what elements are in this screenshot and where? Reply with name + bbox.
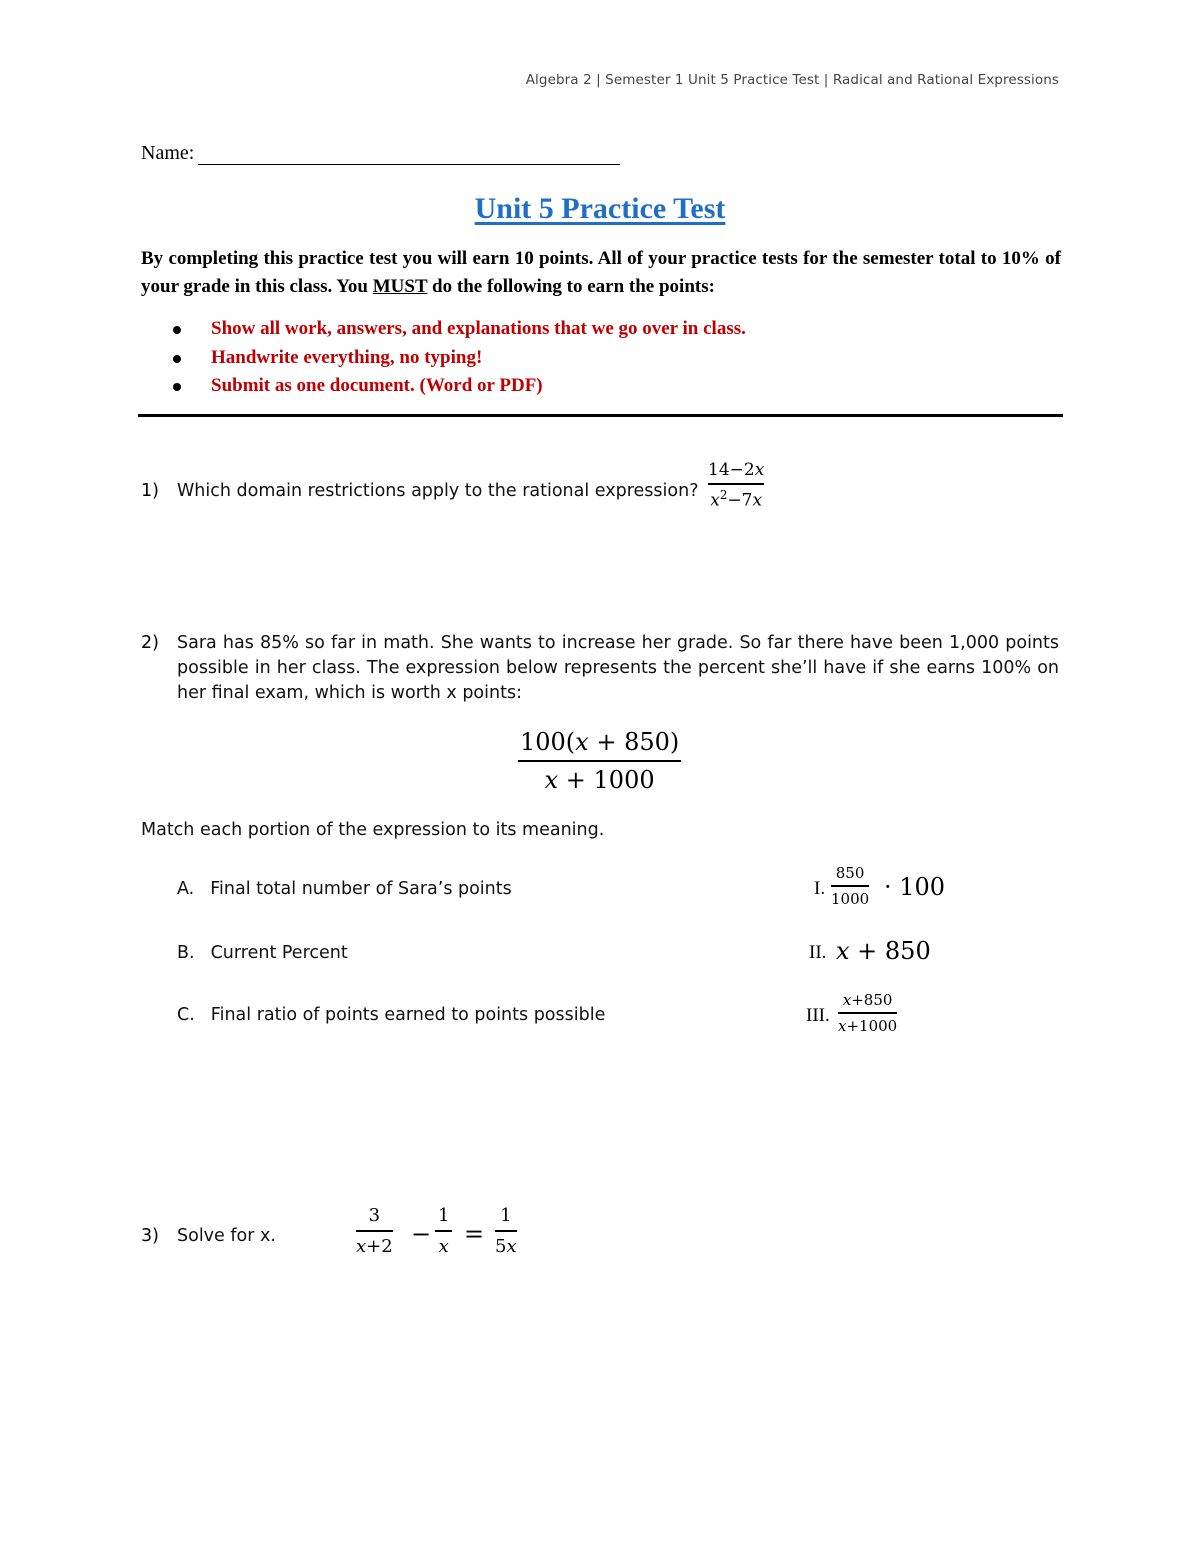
q3-f3-numerator: 1 bbox=[500, 1205, 512, 1226]
option-i-numerator: 850 bbox=[835, 864, 865, 882]
requirement-item bbox=[173, 315, 746, 344]
q1-expr-denominator: $x^2-7x$ bbox=[710, 488, 763, 511]
q3-f2-denominator: x bbox=[438, 1236, 449, 1257]
name-label: Name: bbox=[141, 142, 195, 164]
requirement-text: Handwrite everything, no typing! bbox=[211, 346, 483, 368]
bullet-icon bbox=[173, 326, 181, 334]
fraction-bar bbox=[435, 1230, 452, 1232]
option-i-fraction bbox=[831, 864, 869, 908]
option-iii-fraction bbox=[838, 991, 897, 1035]
q3-equals-sign: = bbox=[464, 1220, 485, 1248]
q3-f1-denominator: x+2 bbox=[356, 1236, 393, 1257]
requirements-list bbox=[173, 315, 746, 401]
q3-text: Solve for x. bbox=[177, 1226, 276, 1246]
name-blank-line[interactable] bbox=[198, 144, 620, 165]
match-item-a: A. Final total number of Sara’s points bbox=[177, 879, 512, 899]
option-ii-expression: x + 850 bbox=[836, 937, 931, 965]
q1-text: Which domain restrictions apply to the rational expression? bbox=[177, 481, 699, 501]
requirement-item bbox=[173, 372, 746, 401]
q2-text: Sara has 85% so far in math. She wants to increase her grade. So far there have been 1,000 points possible in her class. The expression below represents the percent she’ll have if she earns 100% on her final exam, which is worth x points: bbox=[177, 633, 1059, 703]
q1-expression bbox=[708, 460, 764, 511]
q2-number: 2) bbox=[141, 633, 159, 653]
requirement-text: Show all work, answers, and explanations that we go over in class. bbox=[211, 318, 746, 339]
fraction-bar bbox=[518, 760, 681, 762]
q3-fraction-3 bbox=[495, 1205, 517, 1257]
intro-part2: do the following to earn the points: bbox=[427, 276, 715, 297]
q2-expression bbox=[520, 728, 679, 794]
option-ii-label: II. bbox=[809, 942, 827, 963]
page-title: Unit 5 Practice Test bbox=[474, 192, 726, 225]
page-header: Algebra 2 | Semester 1 Unit 5 Practice Test | Radical and Rational Expressions bbox=[525, 72, 1059, 88]
intro-emphasis: MUST bbox=[372, 276, 428, 297]
intro-part1: By completing this practice test you will earn 10 points. All of your practice tests for the semester total to 10% of your grade in this class. You bbox=[141, 248, 1061, 297]
match-item-b: B. Current Percent bbox=[177, 943, 348, 963]
match-item-c: C. Final ratio of points earned to points possible bbox=[177, 1005, 606, 1025]
q3-f1-numerator: 3 bbox=[368, 1205, 381, 1226]
name-field bbox=[141, 142, 620, 165]
fraction-bar bbox=[495, 1230, 517, 1232]
fraction-bar bbox=[356, 1230, 393, 1232]
q2-expr-numerator: 100(x + 850) bbox=[520, 728, 680, 756]
option-iii-denominator: x+1000 bbox=[838, 1017, 898, 1035]
requirement-item bbox=[173, 344, 746, 373]
option-i-label: I. bbox=[814, 878, 826, 899]
q3-f2-numerator: 1 bbox=[438, 1205, 450, 1226]
bullet-icon bbox=[173, 383, 181, 391]
fraction-bar bbox=[831, 885, 869, 887]
requirement-text: Submit as one document. (Word or PDF) bbox=[211, 375, 543, 396]
q1-expr-numerator: 14−2x bbox=[708, 460, 765, 480]
section-divider bbox=[138, 414, 1063, 417]
q2-expr-denominator: x + 1000 bbox=[544, 766, 655, 794]
option-i-denominator: 1000 bbox=[831, 890, 870, 908]
q3-fraction-1 bbox=[356, 1205, 393, 1257]
q1-number: 1) bbox=[141, 481, 159, 501]
option-iii-label: III. bbox=[806, 1005, 830, 1026]
bullet-icon bbox=[173, 355, 181, 363]
fraction-bar bbox=[708, 483, 764, 485]
option-i-tail: · 100 bbox=[884, 873, 946, 901]
q3-minus-sign: − bbox=[411, 1220, 432, 1248]
intro-paragraph bbox=[141, 245, 1061, 301]
fraction-bar bbox=[838, 1012, 897, 1014]
q3-fraction-2 bbox=[438, 1205, 449, 1257]
q2-match-prompt: Match each portion of the expression to its meaning. bbox=[141, 820, 605, 840]
q3-f3-denominator: 5x bbox=[495, 1236, 517, 1257]
q3-number: 3) bbox=[141, 1226, 159, 1246]
option-iii-numerator: x+850 bbox=[842, 991, 893, 1009]
